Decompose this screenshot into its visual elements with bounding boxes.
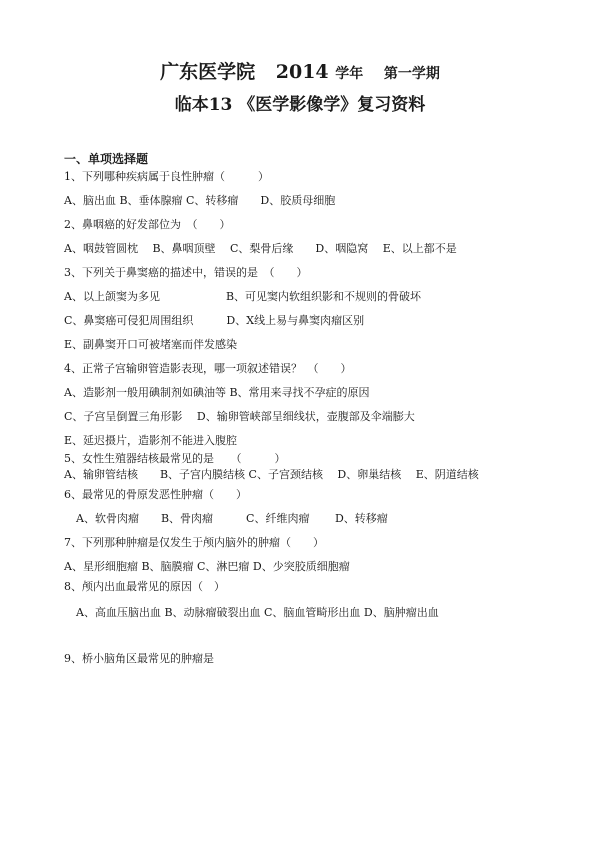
school-name: 广东医学院: [160, 61, 256, 83]
academic-year: 2014: [275, 61, 329, 83]
document-subtitle: 临本13 《医学影像学》复习资料: [174, 95, 426, 115]
term: 第一学期: [383, 66, 440, 82]
section-heading: 一、单项选择题: [64, 152, 149, 166]
document-title: [0, 60, 600, 86]
question-options: A、输卵管结核 B、子宫内膜结核 C、子宫颈结核 D、卵巢结核 E、阴道结核: [64, 468, 479, 481]
question-options: E、副鼻窦开口可被堵塞而伴发感染: [64, 338, 238, 351]
question-options: A、脑出血 B、垂体腺瘤 C、转移瘤 D、胶质母细胞: [64, 194, 336, 207]
question-options: A、星形细胞瘤 B、脑膜瘤 C、淋巴瘤 D、少突胶质细胞瘤: [64, 560, 350, 573]
question-stem: 8、颅内出血最常见的原因（ ）: [64, 580, 225, 593]
question-stem: 5、女性生殖器结核最常见的是 （ ）: [64, 452, 286, 465]
question-options: A、高血压脑出血 B、动脉瘤破裂出血 C、脑血管畸形出血 D、脑肿瘤出血: [76, 606, 439, 619]
question-stem: 2、鼻咽癌的好发部位为 （ ）: [64, 218, 231, 231]
question-stem: 6、最常见的骨原发恶性肿瘤（ ）: [64, 488, 247, 501]
question-options: A、咽鼓管圆枕 B、鼻咽顶壁 C、梨骨后缘 D、咽隐窝 E、以上都不是: [64, 242, 457, 255]
question-stem: 4、正常子宫输卵管造影表现，哪一项叙述错误？ （ ）: [64, 362, 352, 375]
question-options: C、鼻窦癌可侵犯周围组织 D、X线上易与鼻窦肉瘤区别: [64, 314, 365, 327]
question-stem: 9、桥小脑角区最常见的肿瘤是: [64, 652, 214, 665]
question-stem: 7、下列那种肿瘤是仅发生于颅内脑外的肿瘤（ ）: [64, 536, 324, 549]
question-stem: 1、下列哪种疾病属于良性肿瘤（ ）: [64, 170, 269, 183]
question-options: A、以上颌窦为多见 B、可见窦内软组织影和不规则的骨破坏: [64, 290, 422, 303]
question-stem: 3、下列关于鼻窦癌的描述中，错误的是 （ ）: [64, 266, 308, 279]
question-options: A、软骨肉瘤 B、骨肉瘤 C、纤维肉瘤 D、转移瘤: [76, 512, 388, 525]
question-options: C、子宫呈倒置三角形影 D、输卵管峡部呈细线状，壶腹部及伞端膨大: [64, 410, 415, 423]
question-options: A、造影剂一般用碘制剂如碘油等 B、常用来寻找不孕症的原因: [64, 386, 370, 399]
question-options: E、延迟摄片，造影剂不能进入腹腔: [64, 434, 238, 447]
year-unit: 学年: [335, 66, 364, 82]
